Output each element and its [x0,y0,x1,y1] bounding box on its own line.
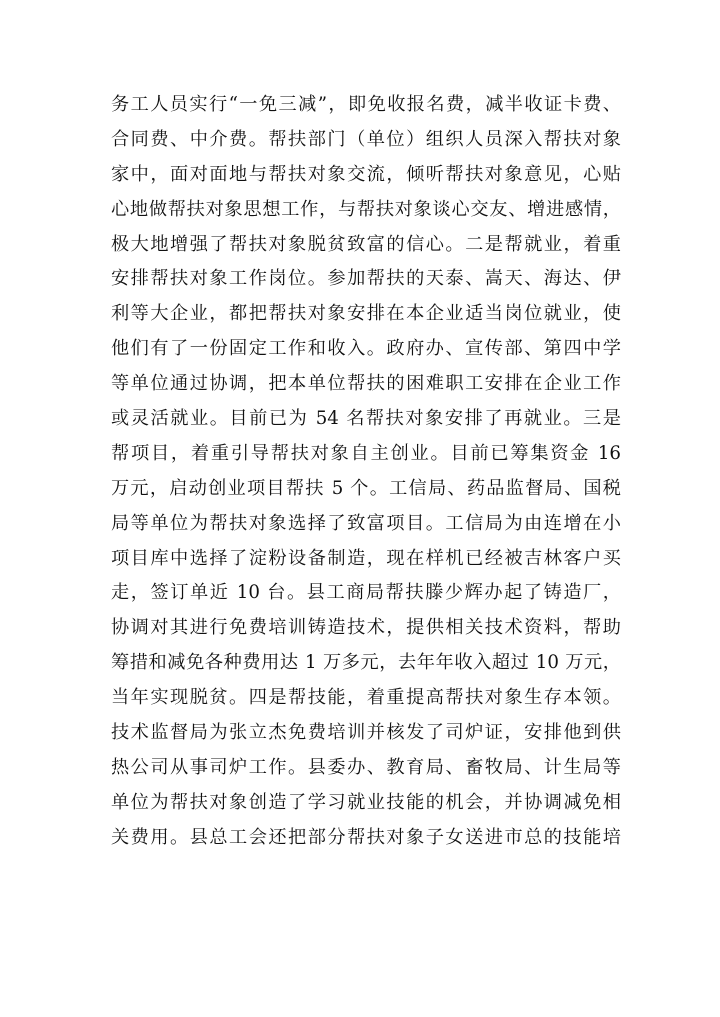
text-line: 务工人员实行“一免三减”，即免收报名费，减半收证卡费、 [111,94,621,115]
text-line: 心地做帮扶对象思想工作，与帮扶对象谈心交友、增进感情， [111,198,621,220]
text-line: 万元，启动创业项目帮扶 5 个。工信局、药品监督局、国税 [111,477,621,499]
text-line: 或灵活就业。目前已为 54 名帮扶对象安排了再就业。三是 [111,408,621,430]
text-line: 帮项目，着重引导帮扶对象自主创业。目前已筹集资金 16 [111,442,621,464]
text-line: 等单位通过协调，把本单位帮扶的困难职工安排在企业工作 [111,373,621,395]
text-line: 极大地增强了帮扶对象脱贫致富的信心。二是帮就业，着重 [111,233,621,255]
text-line: 热公司从事司炉工作。县委办、教育局、畜牧局、计生局等 [111,756,621,778]
text-line: 局等单位为帮扶对象选择了致富项目。工信局为由连增在小 [111,512,621,534]
text-line: 他们有了一份固定工作和收入。政府办、宣传部、第四中学 [111,338,621,360]
text-line: 家中，面对面地与帮扶对象交流，倾听帮扶对象意见，心贴 [111,163,621,185]
text-line: 技术监督局为张立杰免费培训并核发了司炉证，安排他到供 [111,722,621,744]
text-line: 利等大企业，都把帮扶对象安排在本企业适当岗位就业，使 [111,303,621,325]
text-line: 安排帮扶对象工作岗位。参加帮扶的天泰、嵩天、海达、伊 [111,268,621,290]
text-line: 筹措和减免各种费用达 1 万多元，去年年收入超过 10 万元， [111,652,621,674]
text-line: 合同费、中介费。帮扶部门（单位）组织人员深入帮扶对象 [111,128,621,150]
text-line: 当年实现脱贫。四是帮技能，着重提高帮扶对象生存本领。 [111,687,621,709]
body-text [111,88,621,856]
text-line: 走，签订单近 10 台。县工商局帮扶滕少辉办起了铸造厂， [111,582,621,604]
text-line: 单位为帮扶对象创造了学习就业技能的机会，并协调减免相 [111,791,621,813]
text-line: 项目库中选择了淀粉设备制造，现在样机已经被吉林客户买 [111,547,621,569]
text-line: 协调对其进行免费培训铸造技术，提供相关技术资料，帮助 [111,617,621,639]
text-line: 关费用。县总工会还把部分帮扶对象子女送进市总的技能培 [111,826,621,848]
